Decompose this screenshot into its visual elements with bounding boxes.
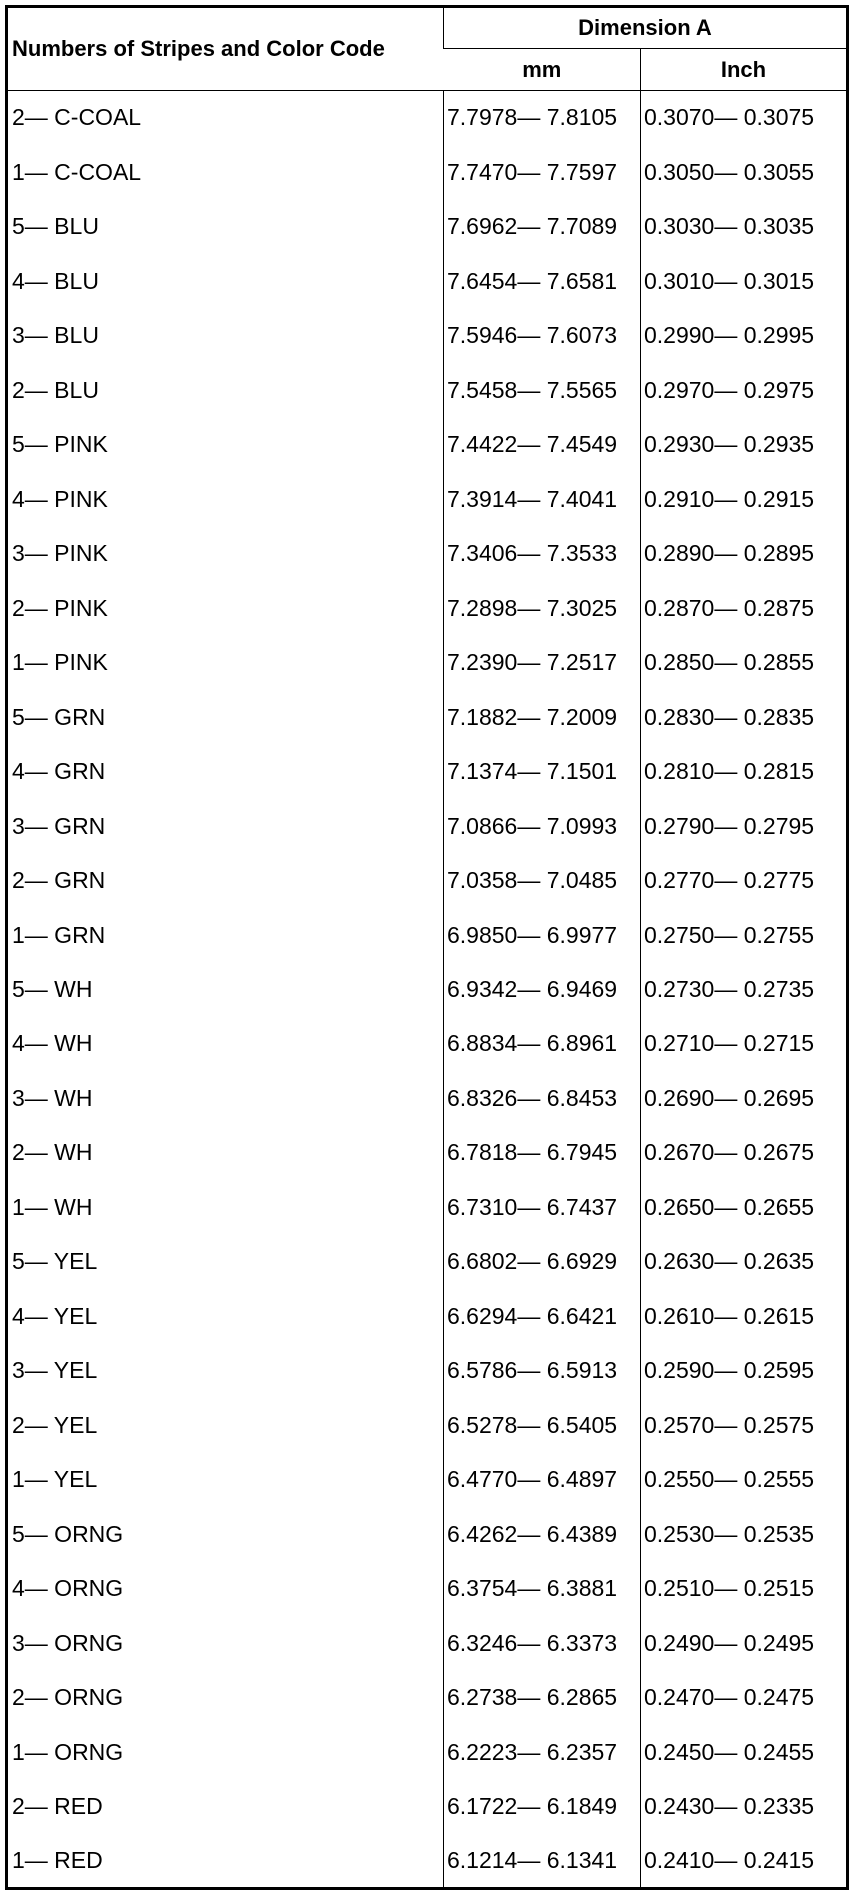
dimension-inch-cell: 0.2550— 0.2555 — [641, 1453, 848, 1507]
stripe-color-code-cell: 4— YEL — [12, 1302, 98, 1329]
table-row — [7, 1507, 848, 1561]
dimension-inch-cell: 0.2530— 0.2535 — [641, 1507, 848, 1561]
stripe-color-code-cell: 2— GRN — [12, 867, 106, 894]
table-row — [7, 1180, 848, 1234]
table-row — [7, 908, 848, 962]
table-row — [7, 581, 848, 635]
dimension-mm-cell: 7.2898— 7.3025 — [444, 581, 641, 635]
dimension-inch-cell: 0.3030— 0.3035 — [641, 199, 848, 253]
dimension-inch-cell: 0.2610— 0.2615 — [641, 1289, 848, 1343]
dimension-mm-cell: 6.7310— 6.7437 — [444, 1180, 641, 1234]
table-row — [7, 690, 848, 744]
stripe-color-code-cell: 2— YEL — [12, 1411, 98, 1438]
stripe-color-code-cell: 4— PINK — [12, 485, 108, 512]
dimension-mm-cell: 6.3754— 6.3881 — [444, 1562, 641, 1616]
dimension-mm-cell: 7.7978— 7.8105 — [444, 91, 641, 145]
table-row — [7, 1071, 848, 1125]
spec-table-container — [5, 5, 846, 1890]
table-row — [7, 145, 848, 199]
dimension-mm-cell: 7.7470— 7.7597 — [444, 145, 641, 199]
dimension-mm-cell: 6.4262— 6.4389 — [444, 1507, 641, 1561]
dimension-mm-cell: 7.5458— 7.5565 — [444, 363, 641, 417]
dimension-mm-cell: 7.1374— 7.1501 — [444, 744, 641, 798]
table-row — [7, 1616, 848, 1670]
stripe-color-code-cell: 2— PINK — [12, 594, 108, 621]
dimension-mm-cell: 6.3246— 6.3373 — [444, 1616, 641, 1670]
stripe-color-code-cell: 5— PINK — [12, 431, 108, 458]
stripe-color-code-cell: 4— WH — [12, 1030, 93, 1057]
dimension-mm-cell: 7.1882— 7.2009 — [444, 690, 641, 744]
table-row — [7, 1453, 848, 1507]
dimension-inch-cell: 0.2850— 0.2855 — [641, 635, 848, 689]
dimension-inch-cell: 0.3050— 0.3055 — [641, 145, 848, 199]
stripe-color-code-cell: 4— BLU — [12, 267, 99, 294]
table-row — [7, 472, 848, 526]
table-row — [7, 1017, 848, 1071]
table-row — [7, 363, 848, 417]
table-row — [7, 1344, 848, 1398]
dimension-mm-cell: 7.3406— 7.3533 — [444, 526, 641, 580]
dimension-mm-cell: 7.4422— 7.4549 — [444, 417, 641, 471]
table-body — [7, 91, 848, 1889]
table-row — [7, 799, 848, 853]
dimension-inch-cell: 0.2630— 0.2635 — [641, 1235, 848, 1289]
dimension-mm-cell: 7.2390— 7.2517 — [444, 635, 641, 689]
dimension-inch-cell: 0.2810— 0.2815 — [641, 744, 848, 798]
dimension-mm-cell: 6.2738— 6.2865 — [444, 1671, 641, 1725]
stripe-color-code-cell: 2— ORNG — [12, 1684, 124, 1711]
stripe-color-code-cell: 1— C-COAL — [12, 158, 142, 185]
dimension-a-header: Dimension A — [444, 7, 848, 49]
dimension-inch-cell: 0.3010— 0.3015 — [641, 254, 848, 308]
stripe-color-code-cell: 3— PINK — [12, 540, 108, 567]
dimension-mm-cell: 7.6454— 7.6581 — [444, 254, 641, 308]
dimension-mm-cell: 6.6802— 6.6929 — [444, 1235, 641, 1289]
stripe-color-code-cell: 2— C-COAL — [12, 104, 142, 131]
dimension-mm-cell: 6.9342— 6.9469 — [444, 962, 641, 1016]
stripe-color-code-cell: 5— ORNG — [12, 1520, 124, 1547]
dimension-inch-cell: 0.2930— 0.2935 — [641, 417, 848, 471]
stripe-color-code-cell: 4— GRN — [12, 758, 106, 785]
dimension-mm-cell: 6.7818— 6.7945 — [444, 1126, 641, 1180]
table-row — [7, 1398, 848, 1452]
stripe-color-code-cell: 5— YEL — [12, 1248, 98, 1275]
stripe-color-code-cell: 1— WH — [12, 1193, 93, 1220]
dimension-mm-cell: 6.8834— 6.8961 — [444, 1017, 641, 1071]
dimension-inch-cell: 0.2410— 0.2415 — [641, 1834, 848, 1889]
dimension-inch-cell: 0.2970— 0.2975 — [641, 363, 848, 417]
table-row — [7, 1289, 848, 1343]
dimension-mm-cell: 6.5278— 6.5405 — [444, 1398, 641, 1452]
dimension-mm-cell: 6.1722— 6.1849 — [444, 1780, 641, 1834]
table-header — [7, 7, 848, 91]
table-row — [7, 91, 848, 145]
dimension-mm-cell: 7.5946— 7.6073 — [444, 308, 641, 362]
stripe-color-code-cell: 3— YEL — [12, 1357, 98, 1384]
table-row — [7, 526, 848, 580]
stripe-color-code-cell: 2— BLU — [12, 376, 99, 403]
stripe-color-code-cell: 3— BLU — [12, 322, 99, 349]
dimension-inch-cell: 0.2730— 0.2735 — [641, 962, 848, 1016]
table-row — [7, 1235, 848, 1289]
dimension-mm-cell: 7.0358— 7.0485 — [444, 853, 641, 907]
stripe-color-code-cell: 1— RED — [12, 1847, 103, 1873]
dimension-inch-cell: 0.2790— 0.2795 — [641, 799, 848, 853]
dimension-inch-cell: 0.2430— 0.2335 — [641, 1780, 848, 1834]
dimension-inch-cell: 0.2990— 0.2995 — [641, 308, 848, 362]
dimension-inch-cell: 0.2510— 0.2515 — [641, 1562, 848, 1616]
dimension-inch-cell: 0.2670— 0.2675 — [641, 1126, 848, 1180]
dimension-inch-cell: 0.2870— 0.2875 — [641, 581, 848, 635]
table-row — [7, 417, 848, 471]
stripe-color-code-cell: 5— WH — [12, 975, 93, 1002]
dimension-mm-cell: 6.5786— 6.5913 — [444, 1344, 641, 1398]
table-row — [7, 1780, 848, 1834]
inch-header: Inch — [641, 49, 848, 91]
stripe-color-code-cell: 2— RED — [12, 1793, 103, 1820]
table-row — [7, 853, 848, 907]
table-row — [7, 744, 848, 798]
dimension-mm-cell: 7.0866— 7.0993 — [444, 799, 641, 853]
dimension-mm-cell: 6.8326— 6.8453 — [444, 1071, 641, 1125]
dimension-inch-cell: 0.2490— 0.2495 — [641, 1616, 848, 1670]
stripe-color-code-cell: 5— BLU — [12, 213, 99, 240]
table-row — [7, 1671, 848, 1725]
mm-header: mm — [444, 49, 641, 91]
dimension-mm-cell: 6.9850— 6.9977 — [444, 908, 641, 962]
dimension-inch-cell: 0.2590— 0.2595 — [641, 1344, 848, 1398]
table-row — [7, 1126, 848, 1180]
table-row — [7, 1834, 848, 1889]
dimension-inch-cell: 0.2450— 0.2455 — [641, 1725, 848, 1779]
stripe-color-code-cell: 1— GRN — [12, 921, 106, 948]
stripe-color-code-cell: 5— GRN — [12, 703, 106, 730]
dimension-inch-cell: 0.2690— 0.2695 — [641, 1071, 848, 1125]
stripe-color-code-cell: 2— WH — [12, 1139, 93, 1166]
dimension-inch-cell: 0.2910— 0.2915 — [641, 472, 848, 526]
dimension-inch-cell: 0.2710— 0.2715 — [641, 1017, 848, 1071]
dimension-mm-cell: 6.4770— 6.4897 — [444, 1453, 641, 1507]
stripe-color-code-cell: 3— WH — [12, 1084, 93, 1111]
table-row — [7, 1562, 848, 1616]
dimension-inch-cell: 0.2650— 0.2655 — [641, 1180, 848, 1234]
dimension-inch-cell: 0.2890— 0.2895 — [641, 526, 848, 580]
stripe-color-code-cell: 4— ORNG — [12, 1575, 124, 1602]
dimension-inch-cell: 0.2770— 0.2775 — [641, 853, 848, 907]
stripe-color-code-cell: 3— ORNG — [12, 1629, 124, 1656]
dimension-inch-cell: 0.3070— 0.3075 — [641, 91, 848, 145]
stripe-color-code-cell: 1— PINK — [12, 649, 108, 676]
table-row — [7, 199, 848, 253]
dimension-inch-cell: 0.2570— 0.2575 — [641, 1398, 848, 1452]
stripe-color-code-cell: 1— ORNG — [12, 1738, 124, 1765]
table-row — [7, 1725, 848, 1779]
dimension-inch-cell: 0.2470— 0.2475 — [641, 1671, 848, 1725]
dimension-inch-cell: 0.2750— 0.2755 — [641, 908, 848, 962]
dimension-mm-cell: 7.6962— 7.7089 — [444, 199, 641, 253]
dimension-spec-table — [5, 5, 849, 1890]
table-row — [7, 635, 848, 689]
table-row — [7, 308, 848, 362]
table-row — [7, 254, 848, 308]
dimension-mm-cell: 6.2223— 6.2357 — [444, 1725, 641, 1779]
table-row — [7, 962, 848, 1016]
dimension-mm-cell: 6.6294— 6.6421 — [444, 1289, 641, 1343]
dimension-mm-cell: 6.1214— 6.1341 — [444, 1834, 641, 1889]
stripes-color-header: Numbers of Stripes and Color Code — [7, 7, 444, 91]
stripe-color-code-cell: 3— GRN — [12, 812, 106, 839]
dimension-inch-cell: 0.2830— 0.2835 — [641, 690, 848, 744]
stripe-color-code-cell: 1— YEL — [12, 1466, 98, 1493]
dimension-mm-cell: 7.3914— 7.4041 — [444, 472, 641, 526]
